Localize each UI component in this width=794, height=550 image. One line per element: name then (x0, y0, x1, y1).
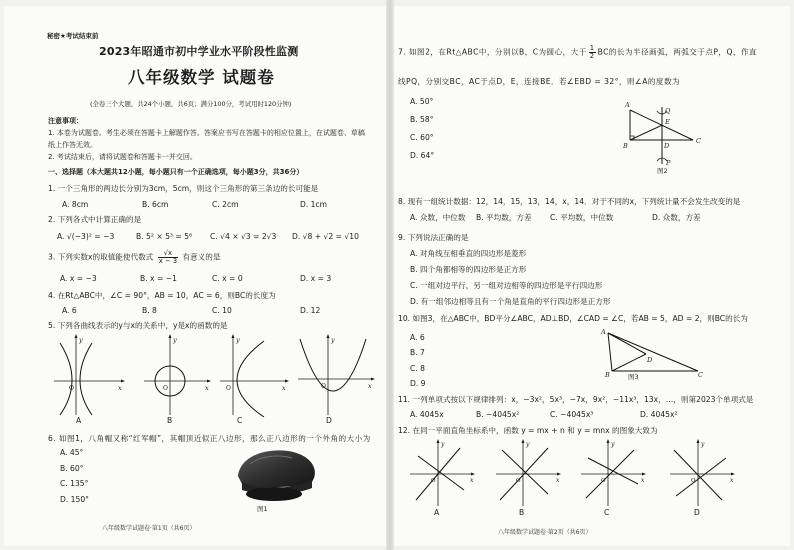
q5a-axis-x: x (118, 384, 122, 392)
exam-title: 2023年昭通市初中学业水平阶段性监测 (99, 45, 299, 58)
fig2-point-b: B (623, 142, 628, 150)
exam-info: (全卷三个大题，共24个小题，共6页；满分100分，考试用时120分钟) (90, 100, 292, 108)
q12-graphs (398, 438, 768, 508)
q5c-axis-y: y (236, 336, 240, 344)
q9-stem: 9. 下列说法正确的是 (398, 233, 469, 242)
q11-option-b: B. −4045x² (476, 410, 520, 419)
q6-option-b: B. 60° (60, 464, 84, 473)
q5b-axis-y: y (173, 336, 177, 344)
q7-stem-after: BC的长为半径画弧，两弧交于点P，Q，作直 (597, 47, 758, 57)
q5c-axis-x: x (282, 384, 286, 392)
q12-graph-d (670, 439, 735, 506)
fig2-point-p: P (666, 159, 671, 167)
q7-figure-label: 图2 (657, 167, 668, 175)
q12a-axis-x: x (470, 477, 474, 484)
q8-option-a: A. 众数，中位数 (410, 213, 466, 222)
q7-stem-line2: 线PQ，分别交BC，AC于点D，E，连接BE．若∠EBD = 32°，则∠A的度数为 (398, 77, 681, 86)
q4-option-c: C. 10 (212, 306, 232, 315)
q4-option-d: D. 12 (300, 306, 321, 315)
q10-option-c: C. 8 (410, 364, 425, 373)
fig2-point-q: Q (665, 107, 671, 115)
fig2-point-c: C (696, 137, 701, 145)
q3-option-d: D. x = 3 (300, 274, 332, 283)
note-item-2: 2. 考试结束后，请将试题卷和答题卡一并交回。 (48, 153, 197, 161)
exam-name: 八年级数学 试题卷 (128, 68, 275, 87)
q5-graph-c (220, 334, 289, 417)
q11-option-d: D. 4045x² (640, 410, 678, 419)
q2-option-a: A. √(−3)² = −3 (57, 232, 115, 241)
fig3-point-a: A (601, 328, 606, 336)
q7-frac-num: 1 (589, 44, 595, 52)
section-title: 一、选择题（本大题共12小题，每小题只有一个正确选项，每小题3分，共36分） (48, 168, 304, 176)
fig3-point-b: B (605, 371, 610, 379)
q6-option-c: C. 135° (60, 479, 89, 488)
q9-option-d: D. 有一组邻边相等且有一个角是直角的平行四边形是正方形 (410, 297, 611, 306)
figure-2-triangle (615, 92, 707, 170)
q5-stem: 5. 下列各曲线表示的y与x的关系中，y是x的函数的是 (48, 321, 228, 330)
q3-fraction (158, 250, 178, 265)
q12a-origin: O (431, 478, 436, 484)
q7-option-b: B. 58° (410, 115, 434, 124)
q10-figure-label: 图3 (628, 373, 639, 381)
q12c-origin: O (601, 478, 606, 484)
q12b-origin: O (516, 478, 521, 484)
q10-option-d: D. 9 (410, 379, 426, 388)
q12a-axis-y: y (441, 441, 445, 448)
q3-stem-before: 3. 下列实数x的取值能使代数式 (48, 252, 154, 262)
footer-page-1: 八年级数学试题卷·第1页（共6页） (102, 525, 196, 532)
q7-fraction (589, 45, 596, 60)
q12-graph-a (410, 439, 475, 506)
fig2-point-e: E (665, 118, 670, 126)
q3-option-c: C. x = 0 (212, 274, 243, 283)
q3-option-a: A. x = −3 (60, 274, 97, 283)
q5d-axis-x: x (368, 382, 372, 390)
q5a-axis-y: y (79, 336, 83, 344)
red-army-cap-image (232, 446, 320, 504)
q7-option-c: C. 60° (410, 133, 434, 142)
q5a-origin: O (69, 385, 74, 392)
q9-option-a: A. 对角线互相垂直的四边形是菱形 (410, 249, 527, 258)
q5b-origin: O (163, 385, 168, 392)
q8-option-c: C. 平均数，中位数 (550, 213, 614, 222)
q7-stem-before: 7. 如图2，在Rt△ABC中，分别以B，C为圆心，大于 (398, 47, 587, 57)
q5-graph-d (298, 334, 375, 415)
q5-label-a: A (76, 416, 82, 425)
q11-stem: 11. 一列单项式按以下规律排列：x，−3x²，5x³，−7x，9x²，−11x³，13x，…，则第2023个单项式是 (398, 395, 754, 404)
q3-frac-num: √x (158, 250, 178, 258)
q12d-origin: O (691, 478, 696, 484)
q10-stem: 10. 如图3，在△ABC中，BD平分∠ABC，AD⊥BD，∠CAD = ∠C，若AB = 5，AD = 2，则BC的长为 (398, 314, 748, 323)
q12-label-d: D (694, 508, 700, 517)
q12-graph-b (496, 439, 561, 506)
q12d-axis-x: x (730, 477, 734, 484)
q7-option-d: D. 64° (410, 151, 435, 160)
q12c-axis-y: y (611, 441, 615, 448)
q10-option-a: A. 6 (410, 333, 425, 342)
q2-option-b: B. 5² × 5³ = 5⁶ (136, 232, 193, 241)
q5d-axis-y: y (331, 336, 335, 344)
q5c-origin: O (226, 385, 231, 392)
q5-graph-a (54, 334, 125, 415)
q11-option-c: C. −4045x³ (550, 410, 594, 419)
q12-label-b: B (519, 508, 525, 517)
q6-stem: 6. 如图1，八角帽又称“红军帽”，其帽顶近似正八边形，那么正八边形的一个外角的大小为 (48, 434, 371, 443)
q1-option-a: A. 8cm (62, 200, 89, 209)
q3-stem (48, 250, 220, 265)
q8-stem: 8. 现有一组统计数据：12，14，15，13，14，x，14．对于不同的x，下列统计量不会发生改变的是 (398, 197, 741, 206)
q3-frac-den: x − 3 (158, 257, 178, 266)
fig2-point-a: A (625, 101, 630, 109)
fig2-point-d: D (664, 142, 670, 150)
q10-option-b: B. 7 (410, 348, 425, 357)
q6-option-a: A. 45° (60, 448, 84, 457)
fig3-point-d: D (647, 356, 653, 364)
q12-label-a: A (434, 508, 440, 517)
q5-label-d: D (326, 416, 332, 425)
figure-3-triangle (596, 323, 708, 377)
q8-option-b: B. 平均数，方差 (476, 213, 532, 222)
q12d-axis-y: y (701, 441, 705, 448)
q1-option-c: C. 2cm (212, 200, 239, 209)
q7-option-a: A. 50° (410, 97, 434, 106)
secret-label: 秘密★考试结束前 (47, 32, 99, 40)
q12c-axis-x: x (641, 477, 645, 484)
q1-option-d: D. 1cm (300, 200, 328, 209)
q4-option-a: A. 6 (62, 306, 77, 315)
q2-option-c: C. √4 × √3 = 2√3 (210, 232, 277, 241)
q8-option-d: D. 众数，方差 (652, 213, 701, 222)
q12-graph-c (581, 439, 646, 506)
q12b-axis-x: x (556, 477, 560, 484)
q9-option-c: C. 一组对边平行，另一组对边相等的四边形是平行四边形 (410, 281, 603, 290)
q4-stem: 4. 在Rt△ABC中，∠C = 90°，AB = 10，AC = 6，则BC的长度为 (48, 291, 276, 300)
q3-stem-after: 有意义的是 (182, 252, 221, 262)
q5-label-c: C (237, 416, 243, 425)
footer-page-2: 八年级数学试题卷·第2页（共6页） (498, 529, 592, 536)
q5d-origin: O (321, 383, 326, 390)
page-divider (386, 0, 394, 550)
q9-option-b: B. 四个角都相等的四边形是正方形 (410, 265, 527, 274)
q4-option-b: B. 8 (142, 306, 157, 315)
q1-option-b: B. 6cm (142, 200, 169, 209)
q7-stem-line1 (398, 45, 757, 60)
fig3-point-c: C (698, 371, 703, 379)
q5-label-b: B (167, 416, 173, 425)
q12-label-c: C (604, 508, 610, 517)
q2-option-d: D. √8 + √2 = √10 (292, 232, 359, 241)
q2-stem: 2. 下列各式中计算正确的是 (48, 215, 142, 224)
q3-option-b: B. x = −1 (140, 274, 177, 283)
q6-figure-label: 图1 (257, 505, 268, 513)
q1-stem: 1. 一个三角形的两边长分别为3cm，5cm，则这个三角形的第三条边的长可能是 (48, 184, 319, 193)
q5b-axis-x: x (205, 384, 209, 392)
q5-graph-b (144, 334, 211, 415)
notes-heading: 注意事项： (48, 117, 83, 125)
q11-option-a: A. 4045x (410, 410, 444, 419)
q6-option-d: D. 150° (60, 495, 89, 504)
q5-graphs (48, 333, 378, 417)
q12b-axis-y: y (526, 441, 530, 448)
q7-frac-den: 2 (589, 52, 595, 61)
q12-stem: 12. 在同一平面直角坐标系中，函数 y = mx + n 和 y = mnx 的图象大致为 (398, 426, 658, 435)
note-item-1: 1. 本卷为试题卷。考生必须在答题卡上解题作答。答案应书写在答题卡的相应位置上，在试题卷、草稿纸上作答无效。 (48, 129, 365, 149)
